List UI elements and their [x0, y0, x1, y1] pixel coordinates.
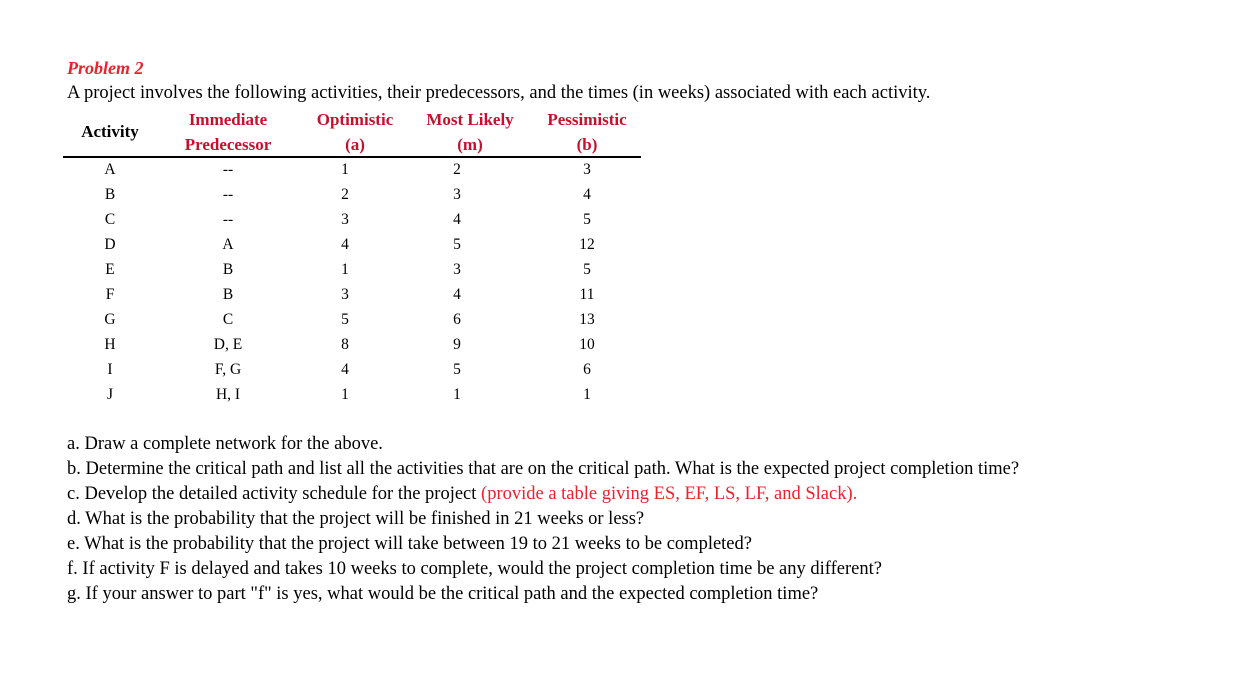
question-d: d. What is the probability that the project will be finished in 21 weeks or less? — [67, 509, 645, 529]
cell-activity: B — [104, 186, 116, 203]
cell-optimistic: 4 — [341, 236, 349, 253]
cell-most-likely: 5 — [453, 236, 461, 253]
cell-most-likely: 3 — [453, 186, 461, 203]
problem-title: Problem 2 — [67, 58, 144, 78]
cell-optimistic: 2 — [341, 186, 349, 203]
cell-predecessor: B — [222, 286, 234, 303]
header-most-likely-line2: (m) — [457, 135, 483, 154]
cell-optimistic: 8 — [341, 336, 349, 353]
header-pessimistic — [532, 107, 642, 157]
cell-predecessor: F, G — [214, 361, 242, 378]
cell-pessimistic: 13 — [579, 311, 595, 328]
header-pessimistic-line1: Pessimistic — [547, 110, 627, 129]
header-predecessor-line1: Immediate — [188, 110, 268, 129]
table-row — [0, 332, 700, 357]
cell-predecessor: B — [222, 261, 234, 278]
cell-optimistic: 1 — [341, 161, 349, 178]
cell-most-likely: 9 — [453, 336, 461, 353]
cell-optimistic: 5 — [341, 311, 349, 328]
question-g: g. If your answer to part "f" is yes, what would be the critical path and the expected completion time? — [67, 584, 819, 604]
question-c-text: c. Develop the detailed activity schedule for the project — [67, 484, 482, 504]
question-c-highlight: (provide a table giving ES, EF, LS, LF, and Slack). — [481, 484, 858, 504]
header-pessimistic-line2: (b) — [576, 135, 598, 154]
table-row — [0, 357, 700, 382]
question-e: e. What is the probability that the project will take between 19 to 21 weeks to be completed? — [67, 534, 752, 554]
cell-activity: E — [105, 261, 115, 278]
header-optimistic-line2: (a) — [345, 135, 365, 154]
cell-predecessor: A — [222, 236, 234, 253]
header-predecessor-line2: Predecessor — [184, 135, 272, 154]
cell-most-likely: 3 — [453, 261, 461, 278]
cell-activity: F — [105, 286, 115, 303]
question-b: b. Determine the critical path and list all the activities that are on the critical path. What is the expected project completion time? — [67, 459, 1020, 479]
cell-optimistic: 1 — [341, 261, 349, 278]
cell-most-likely: 4 — [453, 286, 461, 303]
question-list — [67, 432, 1019, 607]
table-row — [0, 182, 700, 207]
cell-most-likely: 4 — [453, 211, 461, 228]
cell-activity: H — [104, 336, 116, 353]
cell-pessimistic: 10 — [579, 336, 595, 353]
cell-pessimistic: 11 — [579, 286, 595, 303]
cell-optimistic: 3 — [341, 286, 349, 303]
cell-predecessor: D, E — [213, 336, 243, 353]
header-most-likely — [412, 107, 528, 157]
cell-predecessor: H, I — [215, 386, 241, 403]
header-activity: Activity — [81, 122, 139, 141]
cell-optimistic: 1 — [341, 386, 349, 403]
cell-activity: I — [107, 361, 113, 378]
cell-pessimistic: 3 — [583, 161, 591, 178]
cell-activity: J — [106, 386, 114, 403]
cell-optimistic: 3 — [341, 211, 349, 228]
table-row — [0, 382, 700, 407]
cell-pessimistic: 5 — [583, 261, 591, 278]
header-predecessor — [168, 107, 288, 157]
cell-pessimistic: 12 — [579, 236, 595, 253]
cell-optimistic: 4 — [341, 361, 349, 378]
question-c — [67, 482, 1019, 507]
cell-predecessor: -- — [222, 186, 234, 203]
cell-activity: D — [104, 236, 116, 253]
cell-most-likely: 5 — [453, 361, 461, 378]
question-a: a. Draw a complete network for the above. — [67, 434, 383, 454]
header-optimistic — [300, 107, 410, 157]
table-row — [0, 207, 700, 232]
cell-pessimistic: 6 — [583, 361, 591, 378]
cell-pessimistic: 4 — [583, 186, 591, 203]
table-row — [0, 282, 700, 307]
cell-activity: A — [104, 161, 116, 178]
table-row — [0, 307, 700, 332]
problem-intro: A project involves the following activities, their predecessors, and the times (in weeks) associated with each activity. — [67, 83, 931, 103]
cell-most-likely: 1 — [453, 386, 461, 403]
cell-activity: G — [104, 311, 116, 328]
cell-predecessor: -- — [222, 161, 234, 178]
cell-predecessor: -- — [222, 211, 234, 228]
table-row — [0, 257, 700, 282]
cell-predecessor: C — [222, 311, 234, 328]
header-most-likely-line1: Most Likely — [426, 110, 514, 129]
table-row — [0, 232, 700, 257]
table-row — [0, 157, 700, 182]
cell-most-likely: 2 — [453, 161, 461, 178]
question-f: f. If activity F is delayed and takes 10 weeks to complete, would the project completion time be any different? — [67, 559, 882, 579]
header-optimistic-line1: Optimistic — [316, 110, 394, 129]
cell-pessimistic: 5 — [583, 211, 591, 228]
cell-activity: C — [104, 211, 116, 228]
cell-pessimistic: 1 — [583, 386, 591, 403]
cell-most-likely: 6 — [453, 311, 461, 328]
